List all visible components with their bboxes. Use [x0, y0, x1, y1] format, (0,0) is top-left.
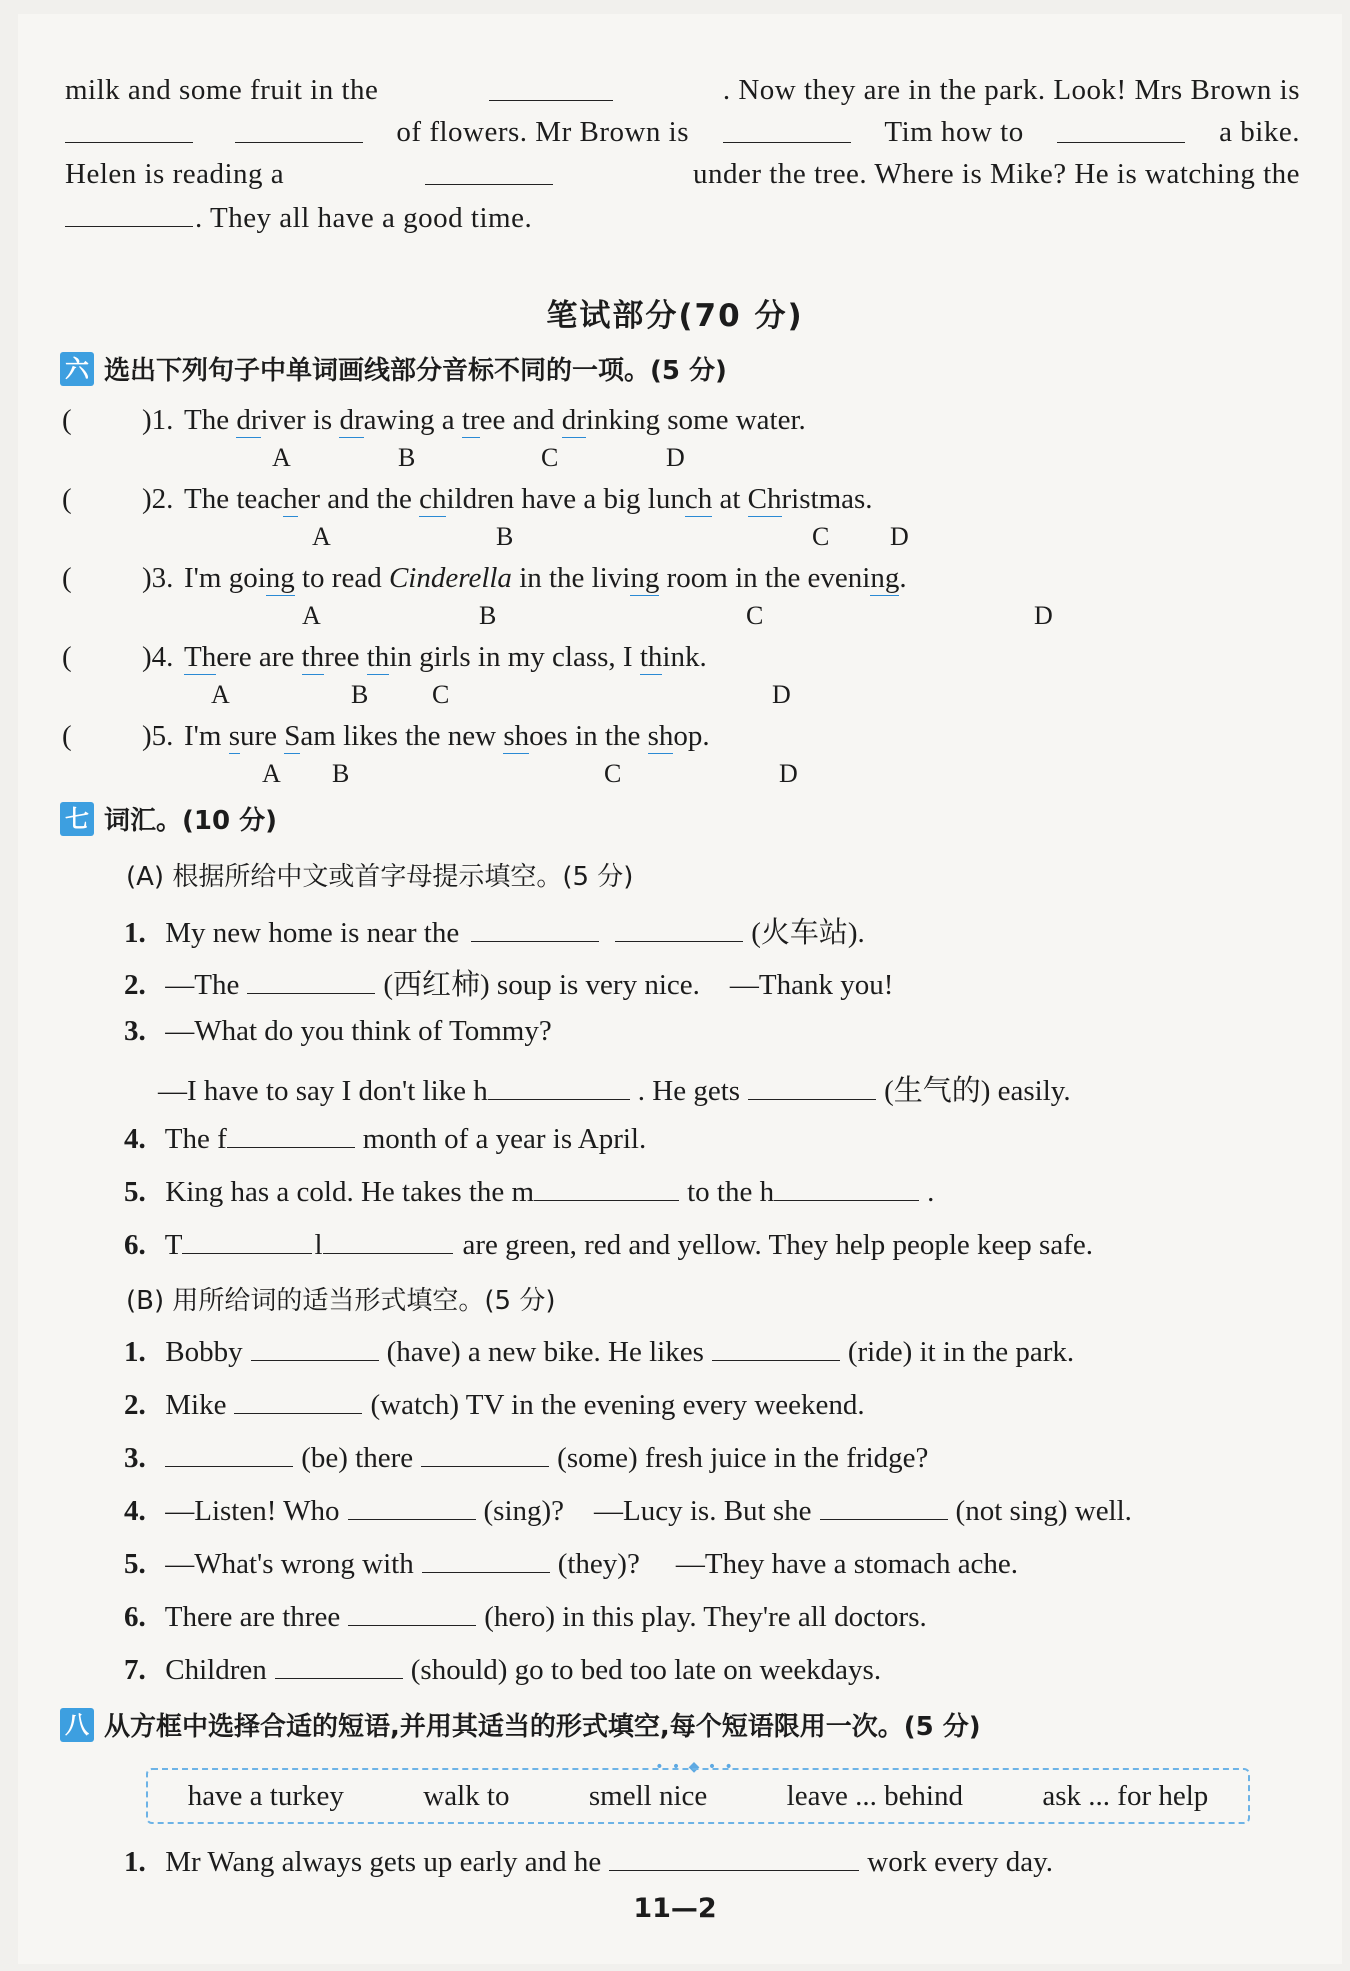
answer-blank[interactable] [488, 1073, 630, 1100]
vocab-a-3-reply: —I have to say I don't like h . He gets (生气的) easily. [158, 1075, 1071, 1107]
question-number: 4. [124, 1123, 146, 1155]
answer-blank[interactable] [227, 1121, 355, 1148]
phrase-item: leave ... behind [786, 1779, 963, 1812]
passage-text: under the tree. Where is Mike? He is watching the [693, 158, 1300, 190]
vocab-b-6: 6. There are three (hero) in this play. They're all doctors. [124, 1601, 927, 1633]
phrase-item: ask ... for help [1042, 1779, 1209, 1812]
phrase-item: have a turkey [187, 1779, 344, 1812]
answer-paren[interactable]: ( [62, 483, 72, 515]
question-number: 5. [124, 1548, 146, 1580]
passage-text: of flowers. Mr Brown is [396, 116, 690, 148]
option-label: C [604, 759, 622, 788]
answer-blank[interactable] [275, 1652, 403, 1679]
option-label: D [890, 522, 909, 551]
answer-blank[interactable] [471, 915, 599, 942]
option-label: B [496, 522, 514, 551]
part-b-title: (B) 用所给词的适当形式填空。(5 分) [126, 1286, 556, 1316]
answer-blank[interactable] [422, 1546, 550, 1573]
answer-blank[interactable] [609, 1844, 859, 1871]
answer-blank[interactable] [1057, 116, 1185, 143]
option-label: D [772, 680, 791, 709]
question-number: 5. [124, 1176, 146, 1208]
option-label: A [312, 522, 331, 551]
vocab-a-3: 3. —What do you think of Tommy? [124, 1015, 552, 1047]
section-instruction: 选出下列句子中单词画线部分音标不同的一项。(5 分) [104, 356, 727, 386]
question-number: 3. [124, 1442, 146, 1474]
answer-blank[interactable] [421, 1440, 549, 1467]
vocab-b-1: 1. Bobby (have) a new bike. He likes (ride) it in the park. [124, 1336, 1075, 1368]
section-badge: 八 [60, 1708, 94, 1742]
answer-blank[interactable] [723, 116, 851, 143]
answer-blank[interactable] [182, 1227, 312, 1254]
vocab-a-2: 2. —The (西红柿) soup is very nice. —Thank you! [124, 969, 894, 1001]
answer-blank[interactable] [774, 1174, 919, 1201]
phrase-q-1: 1. Mr Wang always gets up early and he work every day. [124, 1846, 1054, 1878]
passage-text: . They all have a good time. [195, 202, 533, 234]
vocab-b-2: 2. Mike (watch) TV in the evening every weekend. [124, 1389, 865, 1421]
option-label: B [398, 443, 416, 472]
phrase-item: smell nice [588, 1779, 708, 1812]
vocab-a-5: 5. King has a cold. He takes the m to the h . [124, 1176, 935, 1208]
option-label: D [1034, 601, 1053, 630]
passage-line-2 [65, 116, 1300, 149]
passage-text: . Now they are in the park. Look! Mrs Brown is [722, 74, 1300, 106]
passage-line-1 [65, 74, 1300, 107]
option-label: A [262, 759, 281, 788]
option-label: C [432, 680, 450, 709]
section-badge: 七 [60, 802, 94, 836]
answer-paren[interactable]: ( [62, 720, 72, 752]
option-label: A [302, 601, 321, 630]
box-ornament-icon: • • ◆ • • [655, 1759, 735, 1775]
answer-blank[interactable] [165, 1440, 293, 1467]
section-badge: 六 [60, 352, 94, 386]
passage-text: a bike. [1219, 116, 1300, 148]
answer-blank[interactable] [534, 1174, 679, 1201]
question-number: )4. [142, 641, 174, 673]
option-label: B [479, 601, 497, 630]
passage-line-3 [65, 158, 1300, 191]
option-label: B [332, 759, 350, 788]
answer-blank[interactable] [348, 1599, 476, 1626]
question-number: 4. [124, 1495, 146, 1527]
answer-blank[interactable] [748, 1073, 876, 1100]
question-number: 7. [124, 1654, 146, 1686]
passage-text: Helen is reading a [65, 158, 285, 190]
question-number: )1. [142, 404, 174, 436]
vocab-a-4: 4. The f month of a year is April. [124, 1123, 647, 1155]
phrase-box [146, 1768, 1250, 1824]
page-number: 11—2 [633, 1893, 717, 1924]
written-part-heading: 笔试部分(70 分) [546, 298, 804, 334]
question-number: 1. [124, 1336, 146, 1368]
answer-blank[interactable] [234, 1387, 362, 1414]
option-label: C [812, 522, 830, 551]
passage-text: milk and some fruit in the [65, 74, 379, 106]
section-instruction: 词汇。(10 分) [104, 806, 277, 836]
vocab-b-4: 4. —Listen! Who (sing)? —Lucy is. But she (not sing) well. [124, 1495, 1132, 1527]
answer-blank[interactable] [425, 158, 553, 185]
answer-blank[interactable] [323, 1227, 453, 1254]
answer-blank[interactable] [247, 967, 375, 994]
section-7-title [60, 800, 277, 837]
vocab-b-5: 5. —What's wrong with (they)? —They have a stomach ache. [124, 1548, 1019, 1580]
vocab-b-7: 7. Children (should) go to bed too late on weekdays. [124, 1654, 882, 1686]
answer-blank[interactable] [251, 1334, 379, 1361]
question-number: )5. [142, 720, 174, 752]
question-number: 2. [124, 969, 146, 1001]
option-label: C [541, 443, 559, 472]
answer-paren[interactable]: ( [62, 641, 72, 673]
section-8-title [60, 1706, 981, 1743]
answer-blank[interactable] [235, 116, 363, 143]
option-label: D [666, 443, 685, 472]
passage-text: Tim how to [884, 116, 1024, 148]
answer-blank[interactable] [65, 116, 193, 143]
part-a-title: (A) 根据所给中文或首字母提示填空。(5 分) [126, 862, 634, 892]
option-label: A [272, 443, 291, 472]
answer-blank[interactable] [489, 74, 613, 101]
vocab-a-6: 6. T l are green, red and yellow. They help people keep safe. [124, 1229, 1093, 1261]
question-number: 2. [124, 1389, 146, 1421]
answer-paren[interactable]: ( [62, 404, 72, 436]
answer-blank[interactable] [820, 1493, 948, 1520]
answer-blank[interactable] [615, 915, 743, 942]
section-6-title [60, 350, 727, 387]
vocab-b-3: 3. (be) there (some) fresh juice in the fridge? [124, 1442, 929, 1474]
option-label: B [351, 680, 369, 709]
passage-line-4 [65, 200, 1300, 235]
answer-paren[interactable]: ( [62, 562, 72, 594]
question-number: 1. [124, 917, 146, 949]
option-label: A [211, 680, 230, 709]
phrase-item: walk to [423, 1779, 510, 1812]
answer-blank[interactable] [348, 1493, 476, 1520]
question-number: )3. [142, 562, 174, 594]
vocab-a-1: 1. My new home is near the (火车站). [124, 917, 865, 949]
question-number: 3. [124, 1015, 146, 1047]
question-number: )2. [142, 483, 174, 515]
question-number: 6. [124, 1229, 146, 1261]
answer-blank[interactable] [712, 1334, 840, 1361]
answer-blank[interactable] [65, 200, 193, 227]
question-number: 6. [124, 1601, 146, 1633]
option-label: C [746, 601, 764, 630]
section-instruction: 从方框中选择合适的短语,并用其适当的形式填空,每个短语限用一次。(5 分) [104, 1712, 981, 1742]
question-number: 1. [124, 1846, 146, 1878]
option-label: D [779, 759, 798, 788]
